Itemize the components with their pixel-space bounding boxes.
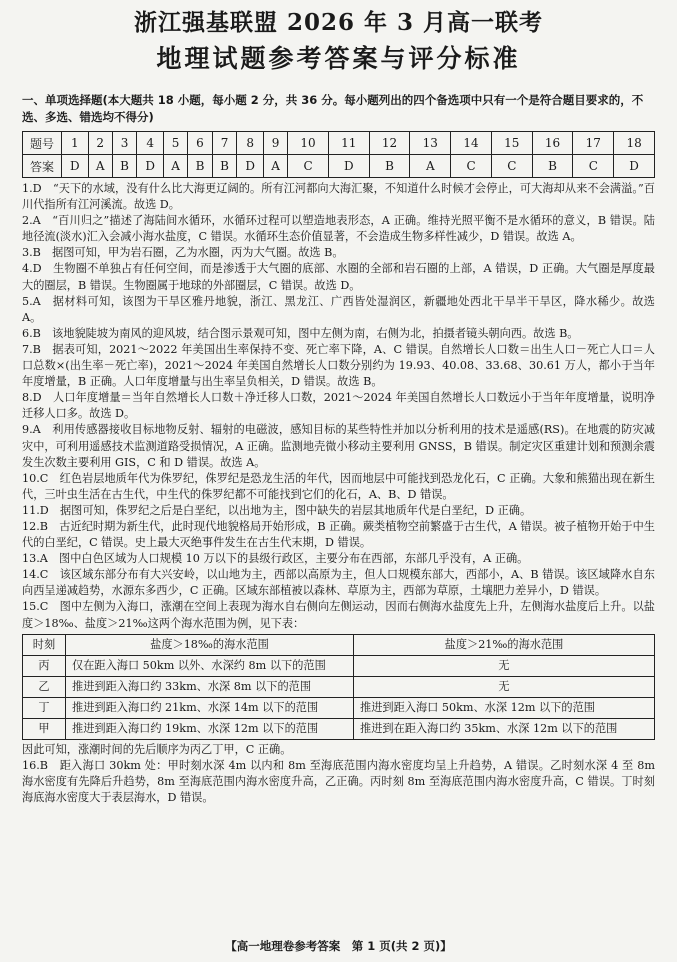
answer-cell: B xyxy=(112,155,137,178)
question-number: 16 xyxy=(532,132,573,155)
answer-cell: A xyxy=(263,155,287,178)
answer-cell: D xyxy=(62,155,89,178)
table-row xyxy=(23,676,655,697)
question-number: 4 xyxy=(137,132,164,155)
explanation-item: 3.B 据图可知，甲为岩石圈，乙为水圈，丙为大气圈。故选 B。 xyxy=(22,246,344,260)
answer-cell: C xyxy=(451,155,492,178)
table-row xyxy=(23,697,655,718)
answer-cell: D xyxy=(614,155,655,178)
table-cell: 甲 xyxy=(23,718,66,739)
question-number: 1 xyxy=(62,132,89,155)
explanation-item: 15.C 图中左侧为入海口，涨潮在空间上表现为海水自右侧向左侧运动，因而右侧海水盐度先上升，左侧海水盐度后上升。以盐度＞18‰、盐度＞21‰这两个海水范围为例，见下表： xyxy=(22,600,655,630)
explanations-list xyxy=(22,181,655,632)
table-row xyxy=(23,655,655,676)
explanation-item: 7.B 据表可知，2021～2022 年美国出生率保持不变、死亡率下降，A、C 错误。自然增长人口数＝出生人口－死亡人口＝人口总数×(出生率－死亡率)，2021～2024 年美国自然增长人口数分别约为 19.93、40.08、33.68、30.61 万人，都小于当年年度增量，B 正确。人口年度增量与出生率呈负相关，D 错误。故选 B。 xyxy=(22,342,655,389)
answer-cell: C xyxy=(573,155,614,178)
table-header: 盐度＞21‰的海水范围 xyxy=(354,634,655,655)
explanation-item: 6.B 该地貌陡坡为南风的迎风坡，结合图示景观可知，图中左侧为南，右侧为北，拍摄者镜头朝向西。故选 B。 xyxy=(22,326,579,340)
answer-cell: D xyxy=(237,155,264,178)
answer-cell: D xyxy=(328,155,369,178)
table-cell: 丁 xyxy=(23,697,66,718)
explanation-item: 12.B 古近纪时期为新生代，此时现代地貌格局开始形成，B 正确。蕨类植物空前繁盛于古生代，A 错误。被子植物开始于中生代的白垩纪，C 错误。史上最大灭绝事件发生在古生代末期，D 错误。 xyxy=(22,519,655,550)
table-cell: 无 xyxy=(354,676,655,697)
exam-title: 浙江强基联盟 2026 年 3 月高一联考 xyxy=(133,9,544,36)
answer-cell: B xyxy=(212,155,237,178)
answer-cell: A xyxy=(163,155,187,178)
question-number: 11 xyxy=(328,132,369,155)
question-number: 15 xyxy=(491,132,532,155)
page-footer: 【高一地理卷参考答案 第 1 页(共 2 页)】 xyxy=(225,939,452,953)
explanation-item: 16.B 距入海口 30km 处：甲时刻水深 4m 以内和 8m 至海底范围内海水密度均呈上升趋势，A 错误。乙时刻水深 4 至 8m 海水密度有先降后升趋势，8m 至海底范围内海水密度升高，乙正确。丙时刻 8m 至海底范围内海水密度升高，C 错误。丁时刻海底海水密度大于表层海水，D 错误。 xyxy=(22,758,655,804)
table-header: 盐度＞18‰的海水范围 xyxy=(66,634,354,655)
table-cell: 仅在距入海口 50km 以外、水深约 8m 以下的范围 xyxy=(66,655,354,676)
question-number: 17 xyxy=(573,132,614,155)
answer-cell: C xyxy=(491,155,532,178)
answer-cell: A xyxy=(410,155,451,178)
question-number: 12 xyxy=(369,132,410,155)
question-number: 2 xyxy=(88,132,112,155)
section-heading: 一、单项选择题(本大题共 18 小题，每小题 2 分，共 36 分。每小题列出的四个备选项中只有一个是符合题目要求的，不选、多选、错选均不得分) xyxy=(22,93,644,124)
table-conclusion: 因此可知，涨潮时间的先后顺序为丙乙丁甲，C 正确。 xyxy=(22,742,292,756)
answer-cell: A xyxy=(88,155,112,178)
question-number: 18 xyxy=(614,132,655,155)
explanation-item: 4.D 生物圈不单独占有任何空间，而是渗透于大气圈的底部、水圈的全部和岩石圈的上部，A 错误，D 正确。大气圈是厚度最大的圈层，B 错误。生物圈属于地球的外部圈层，C 错误。故选 D。 xyxy=(22,262,655,292)
question-number-row xyxy=(23,132,655,155)
question-number: 10 xyxy=(288,132,329,155)
question-number: 8 xyxy=(237,132,264,155)
row-label: 答案 xyxy=(23,155,62,178)
table-cell: 乙 xyxy=(23,676,66,697)
question-number: 5 xyxy=(163,132,187,155)
table-row xyxy=(23,718,655,739)
question-number: 3 xyxy=(112,132,137,155)
table-header: 时刻 xyxy=(23,634,66,655)
table-cell: 推进到距入海口约 33km、水深 8m 以下的范围 xyxy=(66,676,354,697)
answer-cell: B xyxy=(369,155,410,178)
table-header-row xyxy=(23,634,655,655)
document-title: 地理试题参考答案与评分标准 xyxy=(156,44,521,73)
row-label: 题号 xyxy=(23,132,62,155)
explanation-item: 14.C 该区域东部分布有大兴安岭，以山地为主，西部以高原为主，但人口规模东部大，西部小，A、B 错误。该区域降水自东向西呈递减趋势，水源东多西少，C 正确。区域东部植被以森林、草原为主，西部为草原，土壤肥力差异小，D 错误。 xyxy=(22,568,655,598)
question-number: 14 xyxy=(451,132,492,155)
tide-salinity-table xyxy=(22,634,655,740)
question-number: 7 xyxy=(212,132,237,155)
explanation-item: 11.D 据图可知，侏罗纪之后是白垩纪，以出地为主，图中缺失的岩层其地质年代是白垩纪，D 正确。 xyxy=(22,503,532,517)
answer-row xyxy=(23,155,655,178)
table-cell: 无 xyxy=(354,655,655,676)
table-cell: 推进到距入海口约 19km、水深 12m 以下的范围 xyxy=(66,718,354,739)
question-number: 9 xyxy=(263,132,287,155)
explanation-item: 10.C 红色岩层地质年代为侏罗纪，侏罗纪是恐龙生活的年代，因而地层中可能找到恐龙化石，C 正确。大象和熊猫出现在新生代，三叶虫生活在古生代，中生代的侏罗纪都不可能找到它们的化石，A、B、D 错误。 xyxy=(22,471,655,501)
explanation-item: 1.D “天下的水域，没有什么比大海更辽阔的。所有江河都向大海汇聚，不知道什么时候才会停止，可大海却从来不会满溢。”百川代指所有江河溪流。故选 D。 xyxy=(22,182,655,212)
question-number: 13 xyxy=(410,132,451,155)
table-cell: 丙 xyxy=(23,655,66,676)
explanation-item: 9.A 利用传感器接收目标地物反射、辐射的电磁波，感知目标的某些特性并加以分析利用的技术是遥感(RS)。在地震的防灾减灾中，可利用遥感技术监测道路受损情况，A 正确。监测地壳微小移动主要利用 GNSS，B 错误。制定灾区重建计划和预测余震发生次数主要利用 GIS，C 和 D 错误。故选 A。 xyxy=(22,423,655,469)
answer-cell: B xyxy=(188,155,213,178)
answer-key-table xyxy=(22,131,655,178)
table-cell: 推进到在距入海口约 35km、水深 12m 以下的范围 xyxy=(354,718,655,739)
explanation-item: 13.A 图中白色区域为人口规模 10 万以下的县级行政区，主要分布在西部，东部几乎没有，A 正确。 xyxy=(22,552,529,566)
explanation-item: 5.A 据材料可知，该图为干旱区雅丹地貌，浙江、黑龙江、广西皆处湿润区，新疆地处西北干旱半干旱区，降水稀少。故选 A。 xyxy=(22,294,655,324)
explanation-item: 2.A “百川归之”描述了海陆间水循环，水循环过程可以塑造地表形态，A 正确。维持光照平衡不是水循环的意义，B 错误。陆地径流(淡水)汇入会减小海水盐度，C 错误。水循环生态价值显著，不会造成生物多样性减少，D 错误。故选 A。 xyxy=(22,214,655,244)
table-cell: 推进到距入海口 50km、水深 12m 以下的范围 xyxy=(354,697,655,718)
question-number: 6 xyxy=(188,132,213,155)
table-cell: 推进到距入海口约 21km、水深 14m 以下的范围 xyxy=(66,697,354,718)
answer-cell: D xyxy=(137,155,164,178)
explanation-item: 8.D 人口年度增量＝当年自然增长人口数＋净迁移人口数，2021～2024 年美国自然增长人口数远小于当年年度增量，说明净迁移人口多。故选 D。 xyxy=(22,391,655,421)
answer-cell: C xyxy=(288,155,329,178)
answer-cell: B xyxy=(532,155,573,178)
